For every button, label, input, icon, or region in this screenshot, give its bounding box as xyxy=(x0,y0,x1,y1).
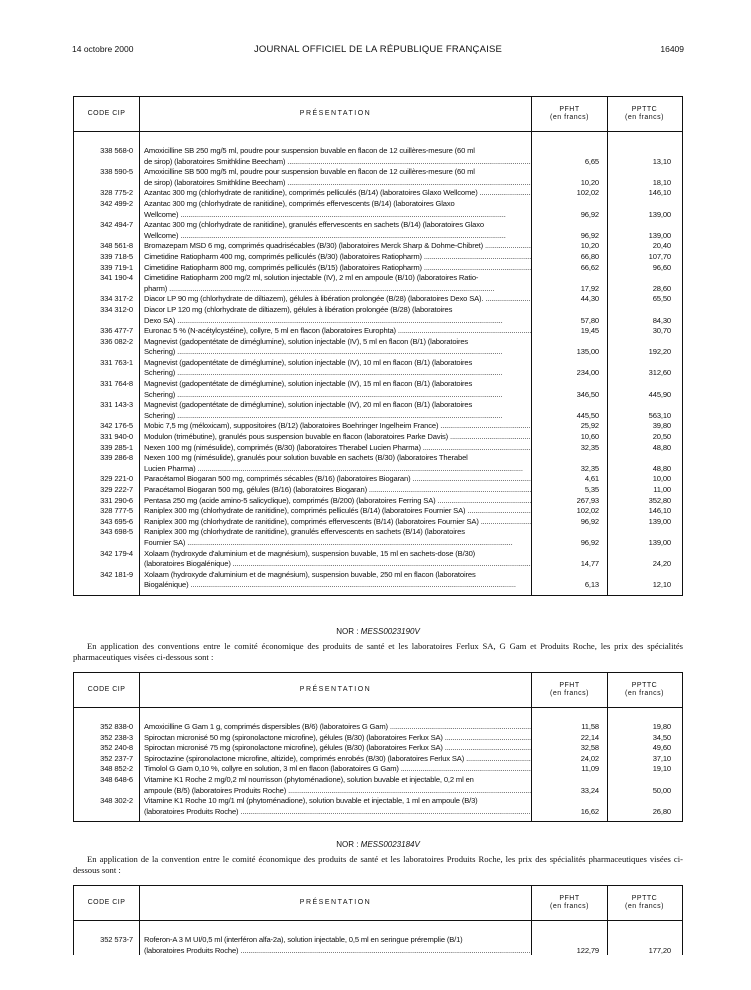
presentation-line: Mobic 7,5 mg (méloxicam), suppositoires (B/12) (laboratoires Boehringer Ingelheim France) ..... xyxy=(140,421,531,432)
presentation-line: Vitamine K1 Roche 2 mg/0,2 ml nourrisson (phytoménadione), solution buvable et injectable, 0,2 ml en xyxy=(144,774,474,784)
presentation-line: Schering) ..... xyxy=(140,347,531,358)
presentation-line: Magnevist (gadopentétate de diméglumine), solution injectable (IV), 20 ml en flacon (B/1) (laboratoires xyxy=(144,400,473,410)
presentation-line: (laboratoires Produits Roche) ..... xyxy=(140,946,531,955)
col-header-presentation: PRÉSENTATION xyxy=(140,97,532,131)
cip-column xyxy=(74,921,140,955)
ppttc-value: 312,60 xyxy=(648,368,671,378)
pfht-value: 96,92 xyxy=(580,516,599,526)
pfht-column xyxy=(532,132,608,595)
ppttc-value: 139,00 xyxy=(648,537,671,547)
presentation-line: Xolaam (hydroxyde d'aluminium et de magnésium), suspension buvable, 15 ml en sachets-dose (B/30) xyxy=(144,548,476,558)
cip-column xyxy=(74,132,140,595)
cip-code: 329 221-0 xyxy=(100,474,133,484)
presentation-line: Vitamine K1 Roche 10 mg/1 ml (phytoménadione), solution buvable et injectable, 1 ml en ampoule (B/3) xyxy=(144,796,478,806)
pfht-value: 44,30 xyxy=(580,294,599,304)
pfht-value: 102,02 xyxy=(576,188,599,198)
cip-code: 336 477-7 xyxy=(100,326,133,336)
presentation-line: de sirop) (laboratoires Smithkline Beecham) ..... xyxy=(140,178,531,189)
price-table-3 xyxy=(73,885,683,955)
presentation-line: Spiroctazine (spironolactone microfine, altizide), comprimés enrobés (B/30) (laboratoires Ferlux SA) ..... xyxy=(140,754,531,765)
ppttc-value: 48,80 xyxy=(652,442,671,452)
cip-code: 336 082-2 xyxy=(100,336,133,346)
pfht-value: 17,92 xyxy=(580,283,599,293)
ppttc-value: 96,60 xyxy=(652,262,671,272)
nor-code-1: MESS0023190V xyxy=(360,627,420,636)
cip-code: 343 695-6 xyxy=(100,516,133,526)
presentation-line: Fournier SA) ..... xyxy=(140,538,531,549)
paragraph-2: En application de la convention entre le comité économique des produits de santé et les laboratoires Produits Roche, les prix des spécialités pharmaceutiques visées ci-dessous sont : xyxy=(73,854,683,875)
ppttc-value: 50,00 xyxy=(652,785,671,795)
presentation-line: Magnevist (gadopentétate de diméglumine), solution injectable (IV), 10 ml en flacon (B/1) (laboratoires xyxy=(144,357,473,367)
journal-title: JOURNAL OFFICIEL DE LA RÉPUBLIQUE FRANÇAISE xyxy=(253,44,503,55)
ppttc-value: 26,80 xyxy=(652,806,671,816)
presentation-line: Diacor LP 120 mg (chlorhydrate de diltiazem), gélules à libération prolongée (B/28) (laboratoires xyxy=(144,304,453,314)
cip-code: 331 764-8 xyxy=(100,379,133,389)
cip-code: 334 317-2 xyxy=(100,294,133,304)
presentation-line: Timolol G Gam 0,10 %, collyre en solution, 3 ml en flacon (laboratoires G Gam) ..... xyxy=(140,764,531,775)
pfht-value: 24,02 xyxy=(580,753,599,763)
ppttc-value: 34,50 xyxy=(652,732,671,742)
ppttc-value: 352,80 xyxy=(648,495,671,505)
ppttc-value: 177,20 xyxy=(648,945,671,955)
pfht-value: 346,50 xyxy=(576,389,599,399)
cip-code: 339 718-5 xyxy=(100,251,133,261)
presentation-line: Cimetidine Ratiopharm 800 mg, comprimés pelliculés (B/15) (laboratoires Ratiopharm) ..... xyxy=(140,263,531,274)
cip-code: 352 838-0 xyxy=(100,722,133,731)
presentation-line: Raniplex 300 mg (chlorhydrate de ranitidine), granulés effervescents en sachets (B/14) (laboratoires xyxy=(144,527,465,537)
pfht-value: 32,58 xyxy=(580,743,599,753)
cip-code: 338 568-0 xyxy=(100,146,133,155)
pfht-value: 96,92 xyxy=(580,230,599,240)
pfht-value: 14,77 xyxy=(580,559,599,569)
pfht-value: 445,50 xyxy=(576,410,599,420)
pfht-value: 11,09 xyxy=(581,764,599,774)
pfht-value: 32,35 xyxy=(580,442,599,452)
presentation-column xyxy=(140,921,532,955)
price-table-1 xyxy=(73,96,683,596)
presentation-column xyxy=(140,132,532,595)
ppttc-value: 20,40 xyxy=(652,241,671,251)
presentation-line: Cimetidine Ratiopharm 200 mg/2 ml, solution injectable (IV), 2 ml en ampoule (B/10) (laboratoires Ratio- xyxy=(144,273,479,283)
ppttc-value: 24,20 xyxy=(652,559,671,569)
cip-code: 328 777-5 xyxy=(100,506,133,516)
cip-code: 348 302-2 xyxy=(100,796,133,806)
presentation-line: Diacor LP 90 mg (chlorhydrate de diltiazem), gélules à libération prolongée (B/28) (laboratoires Dexo SA). ..... xyxy=(140,294,531,305)
pfht-value: 66,80 xyxy=(580,251,599,261)
page-header xyxy=(72,44,684,58)
price-table-2 xyxy=(73,672,683,822)
pfht-value: 19,45 xyxy=(580,326,599,336)
presentation-line: Raniplex 300 mg (chlorhydrate de ranitidine), comprimés effervescents (B/14) (laboratoires Fournier SA) ..... xyxy=(140,517,531,528)
header-date: 14 octobre 2000 xyxy=(72,44,134,54)
cip-code: 328 775-2 xyxy=(100,188,133,198)
cip-code: 331 143-3 xyxy=(100,400,133,410)
pfht-value: 10,60 xyxy=(580,432,599,442)
ppttc-value: 19,80 xyxy=(652,722,671,731)
ppttc-value: 139,00 xyxy=(648,230,671,240)
col-header-pfht: PFHT (en francs) xyxy=(532,97,608,131)
table-header xyxy=(74,886,682,921)
ppttc-value: 30,70 xyxy=(652,326,671,336)
cip-code: 331 763-1 xyxy=(100,357,133,367)
presentation-line: Magnevist (gadopentétate de diméglumine), solution injectable (IV), 5 ml en flacon (B/1) (laboratoires xyxy=(144,336,469,346)
cip-code: 342 176-5 xyxy=(100,421,133,431)
presentation-line: Biogalénique) ..... xyxy=(140,580,531,591)
ppttc-column xyxy=(608,921,681,955)
pfht-value: 10,20 xyxy=(580,241,599,251)
pfht-value: 4,61 xyxy=(584,474,599,484)
presentation-line: Nexen 100 mg (nimésulide), comprimés (B/30) (laboratoires Therabel Lucien Pharma) ..... xyxy=(140,443,531,454)
ppttc-value: 49,60 xyxy=(652,743,671,753)
ppttc-value: 146,10 xyxy=(648,506,671,516)
cip-code: 352 238-3 xyxy=(100,732,133,742)
presentation-line: (laboratoires Biogalénique) ..... xyxy=(140,559,531,570)
presentation-line: Xolaam (hydroxyde d'aluminium et de magnésium), suspension buvable, 250 ml en flacon (laboratoires xyxy=(144,569,476,579)
pfht-column xyxy=(532,921,608,955)
table-header xyxy=(74,673,682,708)
paragraph-1: En application des conventions entre le comité économique des produits de santé et les laboratoires Ferlux SA, G Gam et Produits Roche, les prix des spécialités pharmaceutiques visées ci-dessous sont : xyxy=(73,641,683,662)
col-header-pfht: PFHT (en francs) xyxy=(532,673,608,707)
presentation-line: (laboratoires Produits Roche) ..... xyxy=(140,807,531,818)
presentation-line: Spiroctan micronisé 50 mg (spironolactone microfine), gélules (B/30) (laboratoires Ferlux SA) ..... xyxy=(140,733,531,744)
ppttc-value: 12,10 xyxy=(652,580,671,590)
col-header-cip: CODE CIP xyxy=(74,673,140,707)
ppttc-value: 146,10 xyxy=(648,188,671,198)
ppttc-value: 18,10 xyxy=(652,177,671,187)
pfht-value: 6,65 xyxy=(584,156,599,166)
pfht-value: 6,13 xyxy=(584,580,599,590)
cip-code: 342 499-2 xyxy=(100,198,133,208)
pfht-value: 16,62 xyxy=(580,806,599,816)
presentation-line: Bromazepam MSD 6 mg, comprimés quadrisécables (B/30) (laboratoires Merck Sharp & Dohme-Chibret) ..... xyxy=(140,241,531,252)
cip-code: 348 648-6 xyxy=(100,774,133,784)
cip-code: 342 179-4 xyxy=(100,548,133,558)
ppttc-value: 11,00 xyxy=(653,485,671,494)
col-header-cip: CODE CIP xyxy=(74,97,140,131)
presentation-line: Azantac 300 mg (chlorhydrate de ranitidine), comprimés pelliculés (B/14) (laboratoires Glaxo Wellcome) ..... xyxy=(140,188,531,199)
presentation-line: ampoule (B/5) (laboratoires Produits Roche) ..... xyxy=(140,786,531,797)
col-header-ppttc: PPTTC (en francs) xyxy=(625,682,664,697)
nor-reference-1: NOR : MESS0023190V xyxy=(336,627,420,636)
cip-column xyxy=(74,708,140,821)
pfht-value: 66,62 xyxy=(580,262,599,272)
pfht-value: 33,24 xyxy=(580,785,599,795)
pfht-column xyxy=(532,708,608,821)
presentation-line: Pentasa 250 mg (acide amino-5 salicyclique), comprimés (B/200) (laboratoires Ferring SA) ..... xyxy=(140,496,531,507)
pfht-value: 11,58 xyxy=(581,722,599,731)
presentation-line: Raniplex 300 mg (chlorhydrate de ranitidine), comprimés pelliculés (B/14) (laboratoires Fournier SA) ..... xyxy=(140,506,531,517)
cip-code: 339 719-1 xyxy=(100,262,133,272)
pfht-value: 57,80 xyxy=(580,315,599,325)
page-number: 16409 xyxy=(660,44,684,54)
cip-code: 348 561-8 xyxy=(100,241,133,251)
pfht-value: 5,35 xyxy=(584,485,599,494)
ppttc-value: 37,10 xyxy=(652,753,671,763)
cip-code: 339 286-8 xyxy=(100,453,133,463)
presentation-line: Lucien Pharma) ..... xyxy=(140,464,531,475)
ppttc-value: 28,60 xyxy=(652,283,671,293)
pfht-value: 32,35 xyxy=(580,463,599,473)
cip-code: 334 312-0 xyxy=(100,304,133,314)
presentation-line: pharm) ..... xyxy=(140,284,531,295)
ppttc-value: 48,80 xyxy=(652,463,671,473)
nor-code-2: MESS0023184V xyxy=(360,840,420,849)
presentation-line: Nexen 100 mg (nimésulide), granulés pour solution buvable en sachets (B/30) (laboratoires Therabel xyxy=(144,453,468,463)
pfht-value: 135,00 xyxy=(576,347,599,357)
col-header-pfht: PFHT (en francs) xyxy=(532,886,608,920)
presentation-line: Magnevist (gadopentétate de diméglumine), solution injectable (IV), 15 ml en flacon (B/1) (laboratoires xyxy=(144,379,473,389)
col-header-ppttc: PPTTC (en francs) xyxy=(625,895,664,910)
cip-code: 352 573-7 xyxy=(100,935,133,944)
ppttc-value: 192,20 xyxy=(648,347,671,357)
ppttc-column xyxy=(608,708,681,821)
cip-code: 343 698-5 xyxy=(100,527,133,537)
presentation-line: Paracétamol Biogaran 500 mg, comprimés sécables (B/16) (laboratoires Biogaran) ..... xyxy=(140,474,531,485)
ppttc-value: 139,00 xyxy=(648,209,671,219)
ppttc-value: 139,00 xyxy=(648,516,671,526)
presentation-line: Modulon (trimébutine), granulés pous suspension buvable en flacon (laboratoires Parke Davis) ..... xyxy=(140,432,531,443)
presentation-line: Dexo SA) ..... xyxy=(140,316,531,327)
presentation-line: Amoxicilline SB 250 mg/5 ml, poudre pour suspension buvable en flacon de 12 cuillères-mesure (60 ml xyxy=(144,146,475,155)
cip-code: 338 590-5 xyxy=(100,167,133,177)
col-header-presentation: PRÉSENTATION xyxy=(140,673,532,707)
cip-code: 339 285-1 xyxy=(100,442,133,452)
pfht-value: 234,00 xyxy=(576,368,599,378)
pfht-value: 10,20 xyxy=(580,177,599,187)
ppttc-value: 19,10 xyxy=(652,764,671,774)
pfht-value: 122,79 xyxy=(576,945,599,955)
presentation-line: Wellcome) ..... xyxy=(140,231,531,242)
presentation-line: Paracétamol Biogaran 500 mg, gélules (B/16) (laboratoires Biogaran) ..... xyxy=(140,485,531,496)
cip-code: 331 290-6 xyxy=(100,495,133,505)
col-header-cip: CODE CIP xyxy=(74,886,140,920)
ppttc-value: 563,10 xyxy=(648,410,671,420)
ppttc-value: 13,10 xyxy=(652,156,671,166)
presentation-line: Wellcome) ..... xyxy=(140,210,531,221)
cip-code: 341 190-4 xyxy=(100,273,133,283)
cip-code: 331 940-0 xyxy=(100,432,133,442)
cip-code: 342 181-9 xyxy=(100,569,133,579)
presentation-line: Azantac 300 mg (chlorhydrate de ranitidine), granulés effervescents en sachets (B/14) (laboratoires Glaxo xyxy=(144,220,484,230)
cip-code: 329 222-7 xyxy=(100,485,133,494)
ppttc-value: 84,30 xyxy=(652,315,671,325)
ppttc-column xyxy=(608,132,681,595)
table-header xyxy=(74,97,682,132)
cip-code: 352 237-7 xyxy=(100,753,133,763)
col-header-presentation: PRÉSENTATION xyxy=(140,886,532,920)
presentation-column xyxy=(140,708,532,821)
presentation-line: Amoxicilline SB 500 mg/5 ml, poudre pour suspension buvable en flacon de 12 cuillères-mesure (60 ml xyxy=(144,167,475,177)
presentation-line: Schering) ..... xyxy=(140,368,531,379)
pfht-value: 96,92 xyxy=(580,209,599,219)
presentation-line: Spiroctan micronisé 75 mg (spironolactone microfine), gélules (B/30) (laboratoires Ferlux SA) ..... xyxy=(140,743,531,754)
pfht-value: 96,92 xyxy=(580,537,599,547)
nor-reference-2: NOR : MESS0023184V xyxy=(336,840,420,849)
cip-code: 348 852-2 xyxy=(100,764,133,774)
pfht-value: 102,02 xyxy=(576,506,599,516)
pfht-value: 25,92 xyxy=(580,421,599,431)
col-header-ppttc: PPTTC (en francs) xyxy=(625,106,664,121)
ppttc-value: 10,00 xyxy=(652,474,671,484)
ppttc-value: 65,50 xyxy=(652,294,671,304)
cip-code: 342 494-7 xyxy=(100,220,133,230)
presentation-line: Schering) ..... xyxy=(140,411,531,422)
ppttc-value: 39,80 xyxy=(652,421,671,431)
presentation-line: de sirop) (laboratoires Smithkline Beecham) ..... xyxy=(140,157,531,168)
presentation-line: Euronac 5 % (N-acétylcystéine), collyre, 5 ml en flacon (laboratoires Europhta) ..... xyxy=(140,326,531,337)
ppttc-value: 107,70 xyxy=(648,251,671,261)
ppttc-value: 20,50 xyxy=(652,432,671,442)
presentation-line: Schering) ..... xyxy=(140,390,531,401)
ppttc-value: 445,90 xyxy=(648,389,671,399)
presentation-line: Amoxicilline G Gam 1 g, comprimés dispersibles (B/6) (laboratoires G Gam) ..... xyxy=(140,722,531,733)
presentation-line: Cimetidine Ratiopharm 400 mg, comprimés pelliculés (B/30) (laboratoires Ratiopharm) ..... xyxy=(140,252,531,263)
cip-code: 352 240-8 xyxy=(100,743,133,753)
presentation-line: Azantac 300 mg (chlorhydrate de ranitidine), comprimés effervescents (B/14) (laboratoires Glaxo xyxy=(144,198,455,208)
presentation-line: Roferon-A 3 M UI/0,5 ml (interféron alfa-2a), solution injectable, 0,5 ml en seringue préremplie (B/1) xyxy=(144,935,463,944)
pfht-value: 22,14 xyxy=(580,732,599,742)
pfht-value: 267,93 xyxy=(576,495,599,505)
